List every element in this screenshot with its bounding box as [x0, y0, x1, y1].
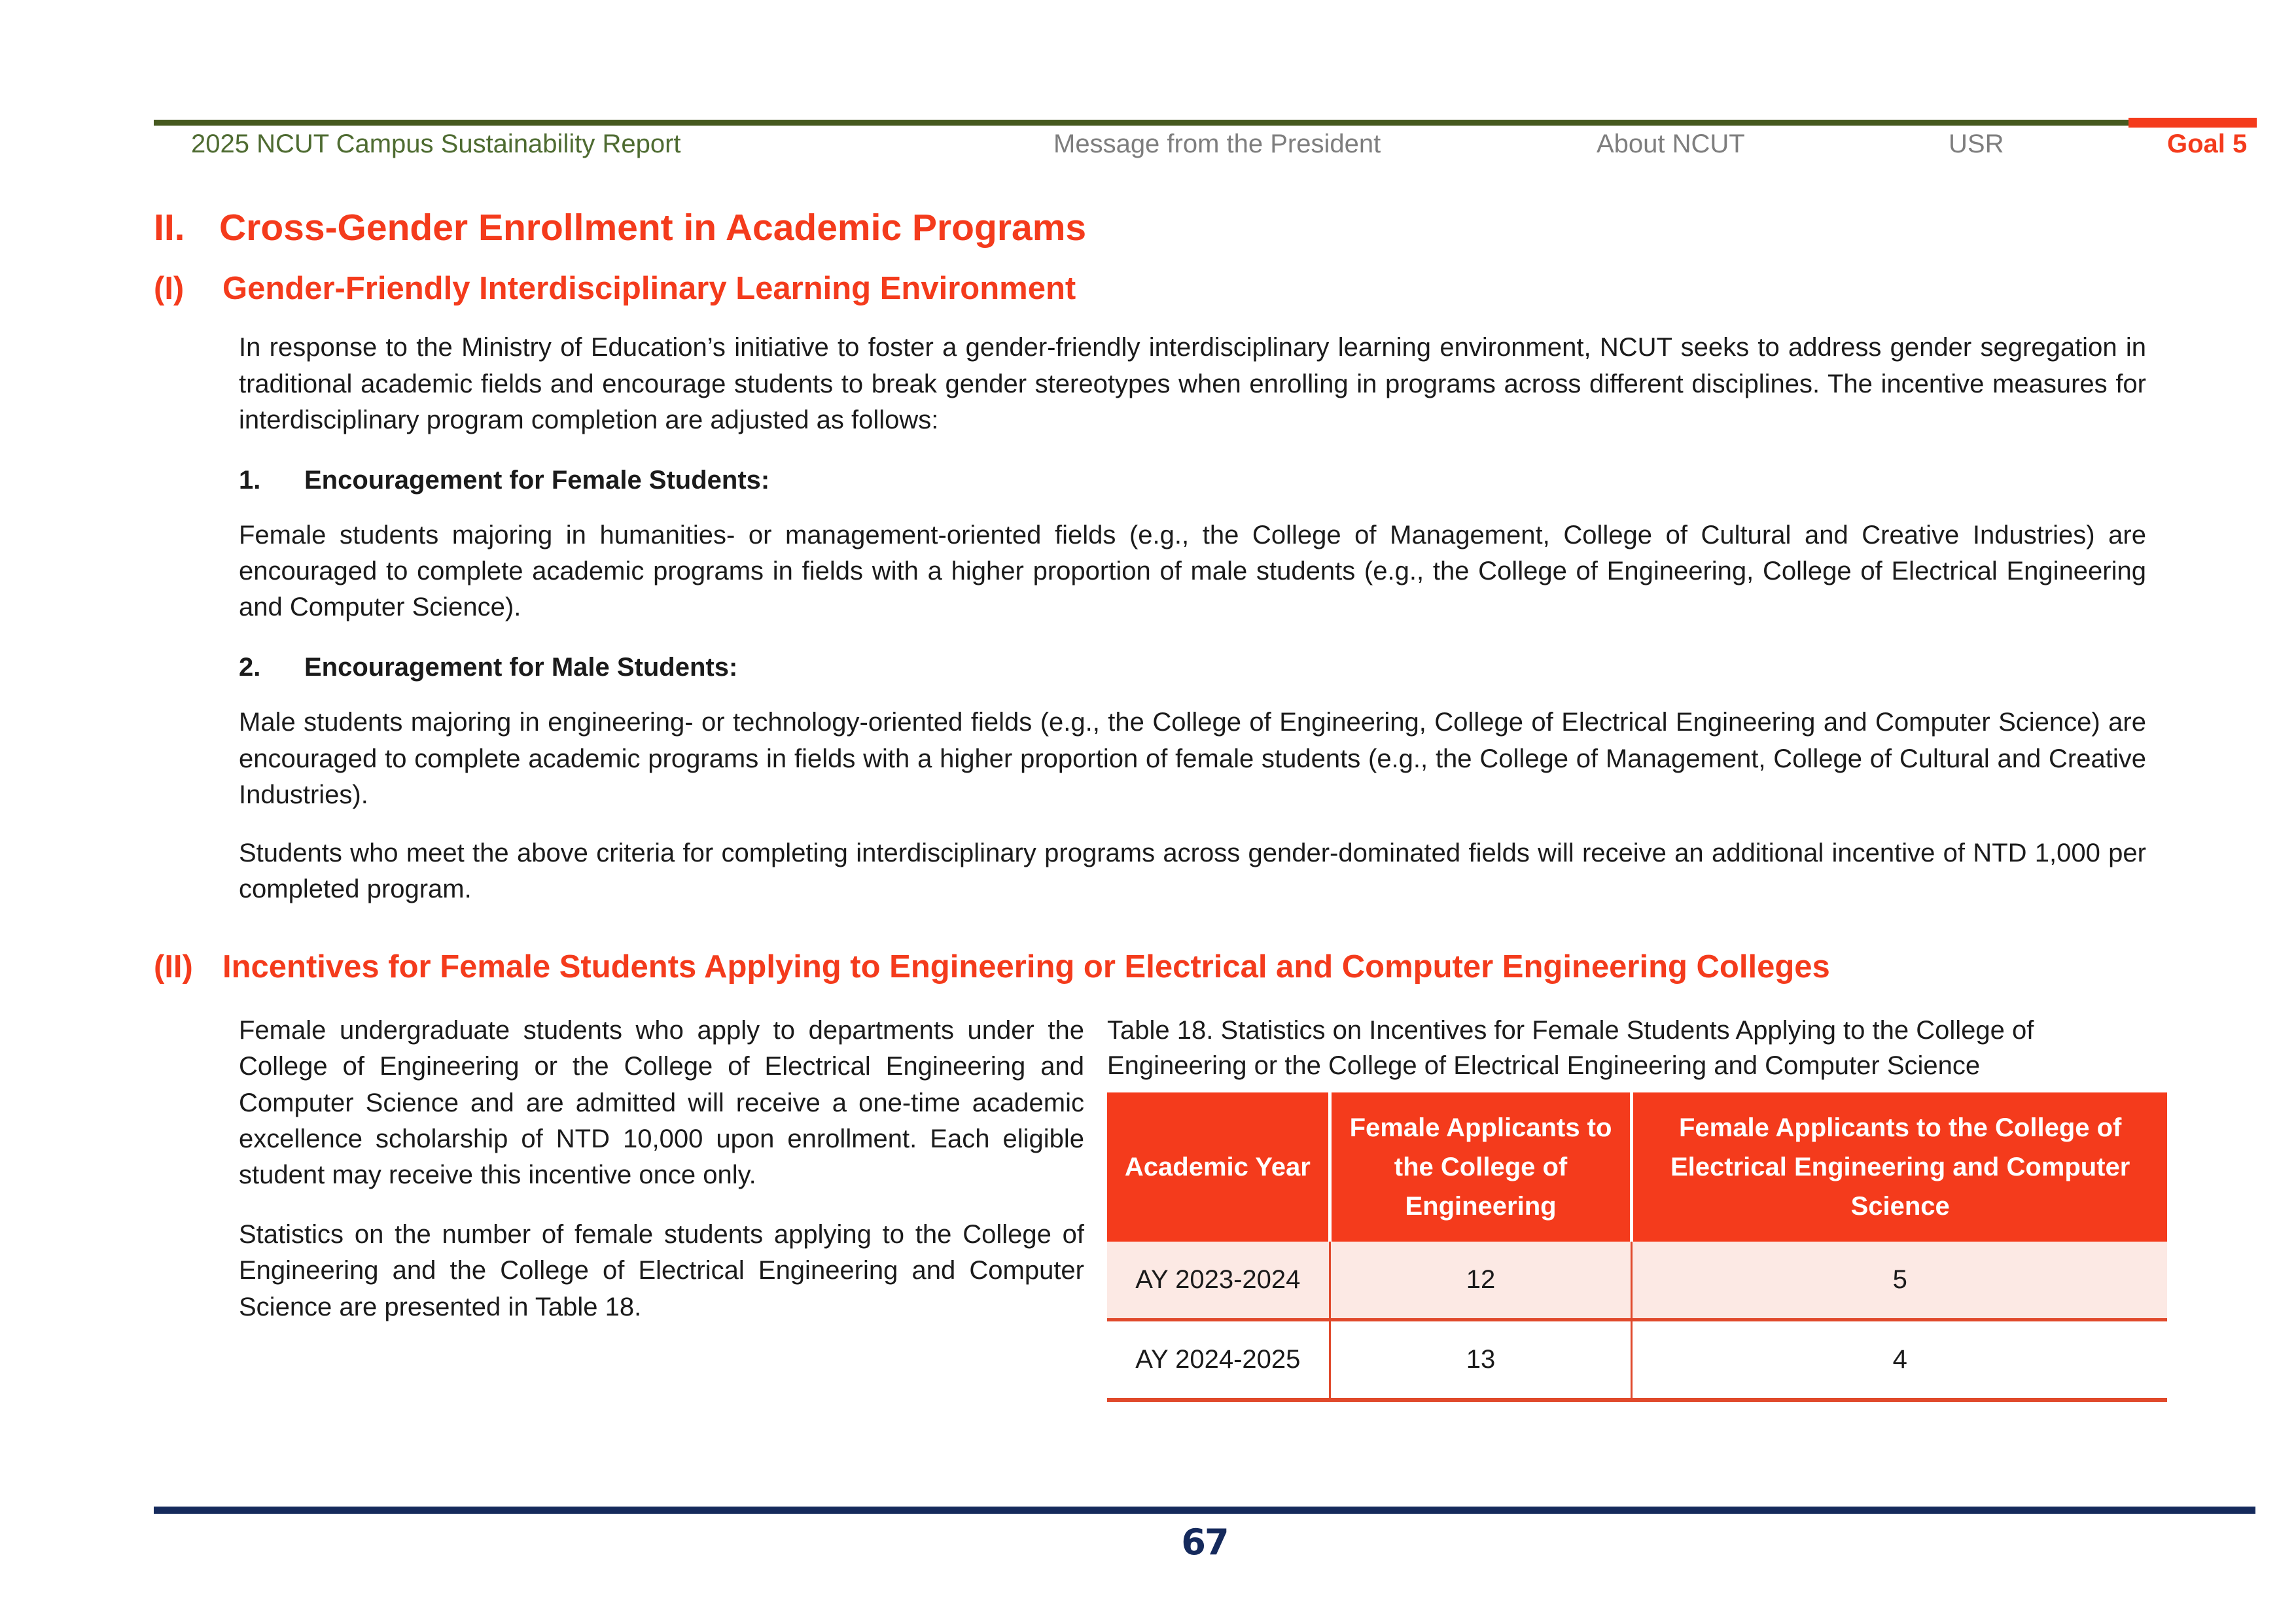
- table-18-caption: Table 18. Statistics on Incentives for Female Students Applying to the College of Engineering or the College of Electrical Engineering and Computer Science: [1107, 1016, 2034, 1081]
- report-title: 2025 NCUT Campus Sustainability Report: [191, 130, 681, 158]
- column-header-college-of-eecs: Female Applicants to the College of Electrical Engineering and Computer Science: [1632, 1092, 2167, 1242]
- table-row: [1107, 1242, 2167, 1320]
- subsection1-heading: [154, 270, 2146, 308]
- item2-heading: [239, 653, 2146, 682]
- item2-title: Encouragement for Male Students:: [304, 653, 738, 682]
- subsection1-heading-title: Gender-Friendly Interdisciplinary Learning Environment: [222, 270, 1076, 306]
- footer-rule: [154, 1507, 2255, 1514]
- cell-eecs-count: 5: [1632, 1242, 2167, 1320]
- nav-item-goal-5-active[interactable]: Goal 5: [2167, 130, 2248, 158]
- table-18-body: [1107, 1242, 2167, 1400]
- subsection2-body: [154, 1013, 2146, 1402]
- cell-engineering-count: 12: [1330, 1242, 1632, 1320]
- cell-year: AY 2023-2024: [1107, 1242, 1330, 1320]
- item1-paragraph: Female students majoring in humanities- or management-oriented fields (e.g., the College of Management, College of Cultural and Creative Industries) are encouraged to complete academic programs in fields with a higher proportion of male students (e.g., the College of Engineering, College of Electrical Engineering and Computer Science).: [239, 520, 2146, 622]
- item2-number: 2.: [239, 653, 261, 682]
- table-row: [1107, 1320, 2167, 1401]
- page-content: [154, 207, 2146, 1402]
- section-heading-title: Cross-Gender Enrollment in Academic Programs: [219, 207, 1087, 249]
- column-header-college-of-engineering: Female Applicants to the College of Engineering: [1330, 1092, 1632, 1242]
- table-18: [1107, 1092, 2167, 1402]
- intro-paragraph: In response to the Ministry of Education’s initiative to foster a gender-friendly interdisciplinary learning environment, NCUT seeks to address gender segregation in traditional academic fields and encourage students to break gender stereotypes when enrolling in programs across different disciplines. The incentive measures for interdisciplinary program completion are adjusted as follows:: [239, 333, 2146, 434]
- cell-year: AY 2024-2025: [1107, 1320, 1330, 1401]
- closing-paragraph: Students who meet the above criteria for completing interdisciplinary programs across gender-dominated fields will receive an additional incentive of NTD 1,000 per completed program.: [239, 839, 2146, 904]
- subsection2-heading: [154, 948, 2146, 986]
- table-18-header: [1107, 1092, 2167, 1242]
- item1-title: Encouragement for Female Students:: [304, 465, 770, 495]
- statistics-paragraph: Statistics on the number of female students applying to the College of Engineering and the College of Electrical Engineering and Computer Science are presented in Table 18.: [239, 1220, 1084, 1321]
- item1-heading: [239, 466, 2146, 495]
- subsection2-heading-number: (II): [154, 949, 193, 985]
- subsection2-heading-title: Incentives for Female Students Applying to Engineering or Electrical and Computer Engineering Colleges: [222, 949, 1830, 985]
- header-rule-red-accent: [2128, 118, 2257, 128]
- column-header-academic-year: Academic Year: [1107, 1092, 1330, 1242]
- item2-paragraph: Male students majoring in engineering- or technology-oriented fields (e.g., the College of Engineering, College of Electrical Engineering and Computer Science) are encouraged to complete academic programs in fields with a higher proportion of female students (e.g., the College of Management, College of Cultural and Creative Industries).: [239, 708, 2146, 809]
- cell-eecs-count: 4: [1632, 1320, 2167, 1401]
- subsection1-body: [239, 330, 2146, 907]
- subsection1-heading-number: (I): [154, 270, 185, 306]
- header-rule: [154, 118, 2257, 128]
- page-header: [0, 130, 2296, 169]
- nav-item-about-ncut[interactable]: About NCUT: [1597, 130, 1745, 158]
- cell-engineering-count: 13: [1330, 1320, 1632, 1401]
- subsection2-text-column: [239, 1013, 1084, 1402]
- scholarship-paragraph: Female undergraduate students who apply to departments under the College of Engineering or the College of Electrical Engineering and Computer Science and are admitted will receive a one-time academic excellence scholarship of NTD 10,000 upon enrollment. Each eligible student may receive this incentive once only.: [239, 1016, 1084, 1189]
- table-header-row: [1107, 1092, 2167, 1242]
- section-heading: [154, 207, 2146, 250]
- item1-number: 1.: [239, 465, 261, 495]
- nav-item-usr[interactable]: USR: [1949, 130, 2004, 158]
- section-heading-number: II.: [154, 207, 185, 249]
- header-rule-green: [154, 120, 2128, 126]
- nav-item-message-from-president[interactable]: Message from the President: [1053, 130, 1381, 158]
- page-number: 67: [1181, 1522, 1228, 1563]
- table-column: [1107, 1013, 2167, 1402]
